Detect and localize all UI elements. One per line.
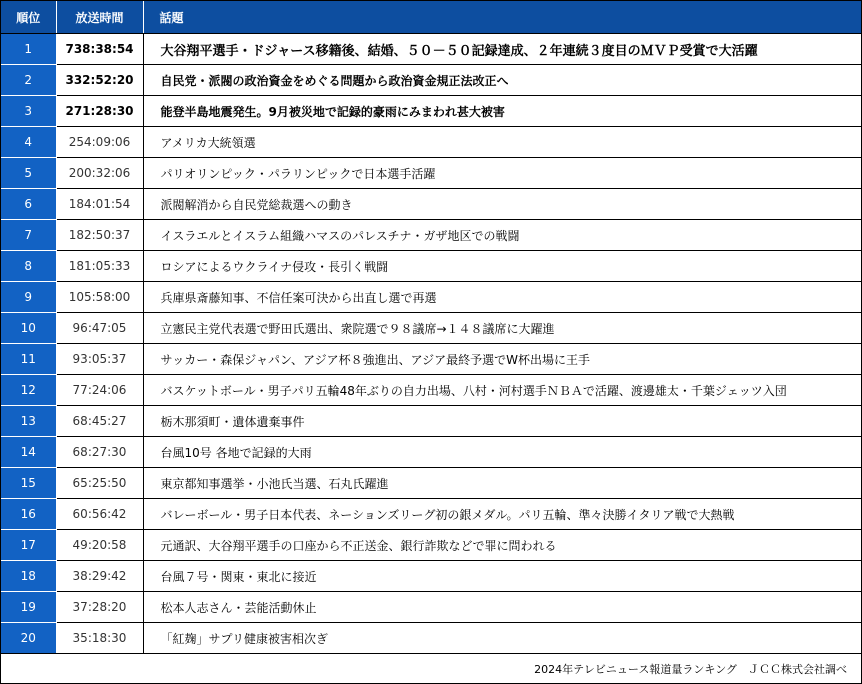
broadcast-time-cell: 68:45:27 <box>56 406 143 437</box>
topic-cell: 栃木那須町・遺体遺棄事件 <box>143 406 861 437</box>
table-row <box>1 96 861 127</box>
rank-cell: 3 <box>1 96 56 127</box>
rank-cell: 8 <box>1 251 56 282</box>
broadcast-time-cell: 271:28:30 <box>56 96 143 127</box>
topic-cell: ロシアによるウクライナ侵攻・長引く戦闘 <box>143 251 861 282</box>
broadcast-time-cell: 332:52:20 <box>56 65 143 96</box>
topic-cell: アメリカ大統領選 <box>143 127 861 158</box>
topic-cell: イスラエルとイスラム組織ハマスのパレスチナ・ガザ地区での戦闘 <box>143 220 861 251</box>
topic-cell: バスケットボール・男子パリ五輪48年ぶりの自力出場、八村・河村選手ＮＢＡで活躍、渡邊雄太・千葉ジェッツ入団 <box>143 375 861 406</box>
broadcast-time-cell: 181:05:33 <box>56 251 143 282</box>
topic-cell: 松本人志さん・芸能活動休止 <box>143 592 861 623</box>
topic-cell: 台風10号 各地で記録的大雨 <box>143 437 861 468</box>
topic-cell: サッカー・森保ジャパン、アジア杯８強進出、アジア最終予選でW杯出場に王手 <box>143 344 861 375</box>
source-note: 2024年テレビニュース報道量ランキング ＪＣＣ株式会社調べ <box>534 663 847 676</box>
table-row <box>1 189 861 220</box>
topic-cell: 大谷翔平選手・ドジャース移籍後、結婚、５０－５０記録達成、２年連続３度目のＭＶＰ受賞で大活躍 <box>143 34 861 65</box>
topic-cell: パリオリンピック・パラリンピックで日本選手活躍 <box>143 158 861 189</box>
table-row <box>1 623 861 654</box>
rank-cell: 14 <box>1 437 56 468</box>
table-row <box>1 127 861 158</box>
rank-cell: 2 <box>1 65 56 96</box>
rank-cell: 10 <box>1 313 56 344</box>
broadcast-time-cell: 68:27:30 <box>56 437 143 468</box>
table-row <box>1 251 861 282</box>
broadcast-time-cell: 65:25:50 <box>56 468 143 499</box>
rank-cell: 20 <box>1 623 56 654</box>
broadcast-time-cell: 184:01:54 <box>56 189 143 220</box>
rank-cell: 9 <box>1 282 56 313</box>
table-row <box>1 437 861 468</box>
table-row <box>1 406 861 437</box>
table-row <box>1 375 861 406</box>
table-row <box>1 34 861 65</box>
topic-cell: 兵庫県斎藤知事、不信任案可決から出直し選で再選 <box>143 282 861 313</box>
header-rank: 順位 <box>1 1 56 34</box>
table-row <box>1 499 861 530</box>
table-row <box>1 344 861 375</box>
broadcast-time-cell: 93:05:37 <box>56 344 143 375</box>
topic-cell: 能登半島地震発生。9月被災地で記録的豪雨にみまわれ甚大被害 <box>143 96 861 127</box>
table-body <box>1 34 861 654</box>
table-header-row <box>1 1 861 34</box>
table-row <box>1 282 861 313</box>
broadcast-time-cell: 254:09:06 <box>56 127 143 158</box>
table-row <box>1 530 861 561</box>
table-row <box>1 468 861 499</box>
broadcast-time-cell: 37:28:20 <box>56 592 143 623</box>
topic-cell: 元通訳、大谷翔平選手の口座から不正送金、銀行詐欺などで罪に問われる <box>143 530 861 561</box>
rank-cell: 18 <box>1 561 56 592</box>
broadcast-time-cell: 200:32:06 <box>56 158 143 189</box>
rank-cell: 4 <box>1 127 56 158</box>
rank-cell: 7 <box>1 220 56 251</box>
broadcast-time-cell: 738:38:54 <box>56 34 143 65</box>
topic-cell: 東京都知事選挙・小池氏当選、石丸氏躍進 <box>143 468 861 499</box>
rank-cell: 17 <box>1 530 56 561</box>
topic-cell: 台風７号・関東・東北に接近 <box>143 561 861 592</box>
table-row <box>1 313 861 344</box>
topic-cell: バレーボール・男子日本代表、ネーションズリーグ初の銀メダル。パリ五輪、準々決勝イタリア戦で大熱戦 <box>143 499 861 530</box>
rank-cell: 1 <box>1 34 56 65</box>
broadcast-time-cell: 38:29:42 <box>56 561 143 592</box>
rank-cell: 5 <box>1 158 56 189</box>
broadcast-time-cell: 35:18:30 <box>56 623 143 654</box>
table-row <box>1 561 861 592</box>
table-row <box>1 65 861 96</box>
rank-cell: 11 <box>1 344 56 375</box>
table-row <box>1 158 861 189</box>
header-broadcast-time: 放送時間 <box>56 1 143 34</box>
rank-cell: 13 <box>1 406 56 437</box>
topic-cell: 自民党・派閥の政治資金をめぐる問題から政治資金規正法改正へ <box>143 65 861 96</box>
rank-cell: 6 <box>1 189 56 220</box>
topic-cell: 派閥解消から自民党総裁選への動き <box>143 189 861 220</box>
broadcast-time-cell: 77:24:06 <box>56 375 143 406</box>
broadcast-time-cell: 105:58:00 <box>56 282 143 313</box>
rank-cell: 15 <box>1 468 56 499</box>
rank-cell: 19 <box>1 592 56 623</box>
topic-cell: 「紅麹」サプリ健康被害相次ぎ <box>143 623 861 654</box>
broadcast-time-cell: 96:47:05 <box>56 313 143 344</box>
news-ranking-table <box>1 1 861 654</box>
broadcast-time-cell: 49:20:58 <box>56 530 143 561</box>
header-topic: 話題 <box>143 1 861 34</box>
broadcast-time-cell: 182:50:37 <box>56 220 143 251</box>
broadcast-time-cell: 60:56:42 <box>56 499 143 530</box>
table-row <box>1 220 861 251</box>
table-row <box>1 592 861 623</box>
rank-cell: 16 <box>1 499 56 530</box>
rank-cell: 12 <box>1 375 56 406</box>
topic-cell: 立憲民主党代表選で野田氏選出、衆院選で９８議席→１４８議席に大躍進 <box>143 313 861 344</box>
